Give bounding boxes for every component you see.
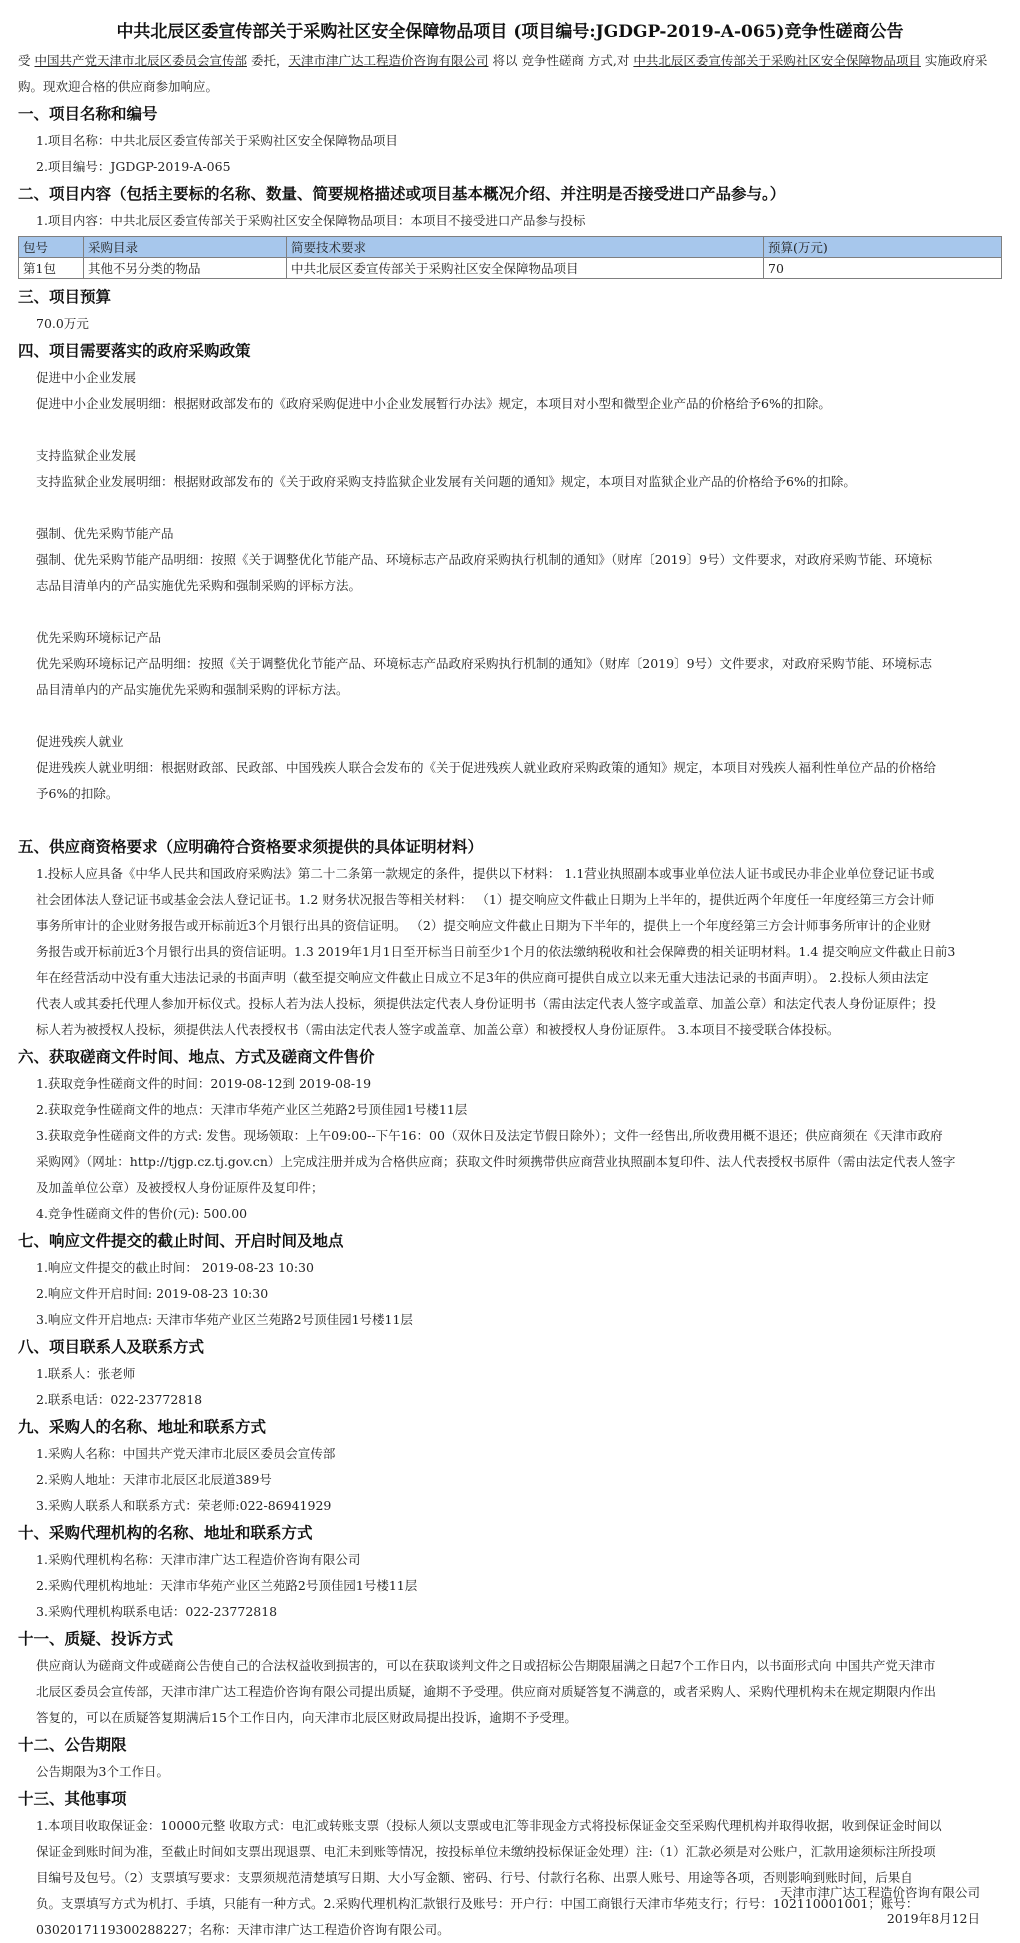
section-7-body <box>18 1255 1002 1333</box>
text-line: 1.获取竞争性磋商文件的时间：2019-08-12到 2019-08-19 <box>36 1076 372 1091</box>
signature-date: 2019年8月12日 <box>886 1911 980 1926</box>
text-line: 3.采购人联系人和联系方式：荣老师:022-86941929 <box>36 1498 332 1513</box>
section-8-body <box>18 1361 1002 1413</box>
section-heading-2: 二、项目内容（包括主要标的名称、数量、简要规格描述或项目基本概况介绍、并注明是否接受进口产品参与。） <box>18 184 786 203</box>
policy-detail: 促进中小企业发展明细：根据财政部发布的《政府采购促进中小企业发展暂行办法》规定，本项目对小型和微型企业产品的价格给予6%的扣除。 <box>36 396 831 411</box>
section-heading-7: 七、响应文件提交的截止时间、开启时间及地点 <box>18 1231 344 1250</box>
section-heading-9: 九、采购人的名称、地址和联系方式 <box>18 1417 267 1436</box>
signature-org: 天津市津广达工程造价咨询有限公司 <box>779 1885 980 1900</box>
spacer <box>18 417 1002 443</box>
spacer <box>18 807 1002 833</box>
notice-period-line: 公告期限为3个工作日。 <box>36 1764 169 1779</box>
section-heading-1: 一、项目名称和编号 <box>18 104 158 123</box>
text-line: 事务所审计的企业财务报告或开标前近3个月银行出具的资信证明。 （2）提交响应文件截止日期为下半年的，提供上一个年度经第三方会计师事务所审计的企业财 <box>36 918 931 933</box>
policy-name: 强制、优先采购节能产品 <box>36 526 174 541</box>
text-line: 采购网》（网址：http://tjgp.cz.tj.gov.cn）上完成注册并成为合格供应商；获取文件时须携带供应商营业执照副本复印件、法人代表授权书原件（需由法定代表人签字 <box>36 1154 956 1169</box>
table-row <box>19 258 1002 279</box>
project-content-line: 1.项目内容：中共北辰区委宣传部关于采购社区安全保障物品项目：本项目不接受进口产品参与投标 <box>36 213 586 228</box>
text-line: 1.本项目收取保证金：10000元整 收取方式：电汇或转账支票（投标人须以支票或电汇等非现金方式将投标保证金交至采购代理机构并取得收据，收到保证金时间以 <box>36 1818 942 1833</box>
section-9-body <box>18 1441 1002 1519</box>
text-line: 保证金到账时间为准，至截止时间如支票出现退票、电汇未到账等情况，按投标单位未缴纳投标保证金处理）注:（1）汇款必须是对公账户，汇款用途须标注所投项 <box>36 1844 936 1859</box>
policy-detail: 促进残疾人就业明细：根据财政部、民政部、中国残疾人联合会发布的《关于促进残疾人就业政府采购政策的通知》规定，本项目对残疾人福利性单位产品的价格给 <box>36 760 937 775</box>
text-line: 标人若为被授权人投标，须提供法人代表授权书（需由法定代表人签字或盖章、加盖公章）和被授权人身份证原件。 3.本项目不接受联合体投标。 <box>36 1022 840 1037</box>
table-cell: 70 <box>764 258 1002 279</box>
section-heading-3: 三、项目预算 <box>18 287 112 306</box>
text-line: 3.采购代理机构联系电话：022-23772818 <box>36 1604 278 1619</box>
table-header-cell: 预算(万元) <box>764 237 1002 258</box>
text-line: 1.投标人应具备《中华人民共和国政府采购法》第二十二条第一款规定的条件，提供以下材料： 1.1营业执照副本或事业单位法人证书或民办非企业单位登记证书或 <box>36 866 935 881</box>
spacer <box>18 495 1002 521</box>
section-heading-8: 八、项目联系人及联系方式 <box>18 1337 205 1356</box>
text-line: 2.响应文件开启时间: 2019-08-23 10:30 <box>36 1286 269 1301</box>
project-link[interactable]: 中共北辰区委宣传部关于采购社区安全保障物品项目 <box>633 53 921 68</box>
text-line: 1.采购代理机构名称：天津市津广达工程造价咨询有限公司 <box>36 1552 361 1567</box>
text-line: 1.联系人：张老师 <box>36 1366 136 1381</box>
policy-detail: 予6%的扣除。 <box>36 786 119 801</box>
text-line: 代表人或其委托代理人参加开标仪式。投标人若为法人投标，须提供法定代表人身份证明书（需由法定代表人签字或盖章、加盖公章）和法定代表人身份证原件；投 <box>36 996 937 1011</box>
purchaser-link[interactable]: 中国共产党天津市北辰区委员会宣传部 <box>34 53 247 68</box>
policy-detail: 强制、优先采购节能产品明细：按照《关于调整优化节能产品、环境标志产品政府采购执行机制的通知》（财库〔2019〕9号）文件要求，对政府采购节能、环境标 <box>36 552 933 567</box>
text-line: 及加盖单位公章）及被授权人身份证原件及复印件； <box>36 1180 324 1195</box>
section-heading-6: 六、获取磋商文件时间、地点、方式及磋商文件售价 <box>18 1047 375 1066</box>
table-header-cell: 包号 <box>19 237 84 258</box>
spacer <box>18 703 1002 729</box>
policy-list <box>18 365 1002 833</box>
section-heading-11: 十一、质疑、投诉方式 <box>18 1629 174 1648</box>
policy-name: 促进中小企业发展 <box>36 370 137 385</box>
agency-link[interactable]: 天津市津广达工程造价咨询有限公司 <box>288 53 489 68</box>
package-table <box>18 236 1002 279</box>
section-heading-12: 十二、公告期限 <box>18 1735 127 1754</box>
policy-name: 优先采购环境标记产品 <box>36 630 162 645</box>
table-cell: 第1包 <box>19 258 84 279</box>
section-5-body <box>18 861 1002 1043</box>
text-line: 供应商认为磋商文件或磋商公告使自己的合法权益收到损害的，可以在获取谈判文件之日或招标公告期限届满之日起7个工作日内，以书面形式向 中国共产党天津市 <box>36 1658 936 1673</box>
text-line: 年在经营活动中没有重大违法记录的书面声明（截至提交响应文件截止日成立不足3年的供应商可提供自成立以来无重大违法记录的书面声明）。 2.投标人须由法定 <box>36 970 929 985</box>
section-heading-4: 四、项目需要落实的政府采购政策 <box>18 341 251 360</box>
text-line: 3.响应文件开启地点: 天津市华苑产业区兰苑路2号顶佳园1号楼11层 <box>36 1312 413 1327</box>
table-cell: 其他不另分类的物品 <box>84 258 287 279</box>
section-heading-10: 十、采购代理机构的名称、地址和联系方式 <box>18 1523 313 1542</box>
text-line: 0302017119300288227；名称：天津市津广达工程造价咨询有限公司。 <box>36 1922 450 1937</box>
section-10-body <box>18 1547 1002 1625</box>
intro-paragraph: 受 中国共产党天津市北辰区委员会宣传部 委托，天津市津广达工程造价咨询有限公司 将以 竞争性磋商 方式,对 中共北辰区委宣传部关于采购社区安全保障物品项目 实施政府采购。现欢迎合格的供应商参加响应。 <box>18 53 988 94</box>
section-6-body <box>18 1071 1002 1227</box>
policy-detail: 志品目清单内的产品实施优先采购和强制采购的评标方法。 <box>36 578 362 593</box>
text-line: 1.响应文件提交的截止时间： 2019-08-23 10:30 <box>36 1260 314 1275</box>
text-line: 1.采购人名称：中国共产党天津市北辰区委员会宣传部 <box>36 1446 336 1461</box>
text-line: 1.项目名称：中共北辰区委宣传部关于采购社区安全保障物品项目 <box>36 133 398 148</box>
budget-value: 70.0万元 <box>36 316 89 331</box>
section-heading-13: 十三、其他事项 <box>18 1789 127 1808</box>
table-header-cell: 简要技术要求 <box>287 237 764 258</box>
section-11-body <box>18 1653 1002 1731</box>
policy-detail: 支持监狱企业发展明细：根据财政部发布的《关于政府采购支持监狱企业发展有关问题的通知》规定，本项目对监狱企业产品的价格给予6%的扣除。 <box>36 474 856 489</box>
text-line: 社会团体法人登记证书或基金会法人登记证书。1.2 财务状况报告等相关材料： （1）提交响应文件截止日期为上半年的，提供近两个年度任一年度经第三方会计师 <box>36 892 935 907</box>
policy-detail: 优先采购环境标记产品明细：按照《关于调整优化节能产品、环境标志产品政府采购执行机制的通知》（财库〔2019〕9号）文件要求，对政府采购节能、环境标志 <box>36 656 933 671</box>
text-line: 4.竞争性磋商文件的售价(元): 500.00 <box>36 1206 248 1221</box>
text-line: 2.项目编号：JGDGP-2019-A-065 <box>36 159 231 174</box>
text-line: 北辰区委员会宣传部，天津市津广达工程造价咨询有限公司提出质疑，逾期不予受理。供应商对质疑答复不满意的，或者采购人、采购代理机构未在规定期限内作出 <box>36 1684 937 1699</box>
text-line: 负。支票填写方式为机打、手填，只能有一种方式。2.采购代理机构汇款银行及账号：开户行：中国工商银行天津市华苑支行；行号：102110001001；账号： <box>36 1896 919 1911</box>
text-line: 目编号及包号。（2）支票填写要求：支票须规范清楚填写日期、大小写金额、密码、行号、付款行名称、出票人账号、用途等各项，否则影响到账时间，后果自 <box>36 1870 913 1885</box>
text-line: 2.联系电话：022-23772818 <box>36 1392 203 1407</box>
section-heading-5: 五、供应商资格要求（应明确符合资格要求须提供的具体证明材料） <box>18 837 484 856</box>
text-line: 务报告或开标前近3个月银行出具的资信证明。1.3 2019年1月1日至开标当日前至少1个月的依法缴纳税收和社会保障费的相关证明材料。1.4 提交响应文件截止日前3 <box>36 944 956 959</box>
table-header-cell: 采购目录 <box>84 237 287 258</box>
section-13-body <box>18 1813 1002 1943</box>
section-1-body <box>18 128 1002 180</box>
policy-detail: 品目清单内的产品实施优先采购和强制采购的评标方法。 <box>36 682 349 697</box>
policy-name: 促进残疾人就业 <box>36 734 124 749</box>
text-line: 答复的，可以在质疑答复期满后15个工作日内，向天津市北辰区财政局提出投诉，逾期不予受理。 <box>36 1710 577 1725</box>
policy-name: 支持监狱企业发展 <box>36 448 137 463</box>
text-line: 2.获取竞争性磋商文件的地点：天津市华苑产业区兰苑路2号顶佳园1号楼11层 <box>36 1102 468 1117</box>
text-line: 3.获取竞争性磋商文件的方式: 发售。现场领取：上午09:00--下午16：00（双休日及法定节假日除外）；文件一经售出,所收费用概不退还；供应商须在《天津市政府 <box>36 1128 943 1143</box>
table-header-row <box>19 237 1002 258</box>
page-title: 中共北辰区委宣传部关于采购社区安全保障物品项目 (项目编号:JGDGP-2019-A-065)竞争性磋商公告 <box>116 22 904 42</box>
text-line: 2.采购代理机构地址：天津市华苑产业区兰苑路2号顶佳园1号楼11层 <box>36 1578 418 1593</box>
text-line: 2.采购人地址：天津市北辰区北辰道389号 <box>36 1472 272 1487</box>
spacer <box>18 599 1002 625</box>
table-cell: 中共北辰区委宣传部关于采购社区安全保障物品项目 <box>287 258 764 279</box>
